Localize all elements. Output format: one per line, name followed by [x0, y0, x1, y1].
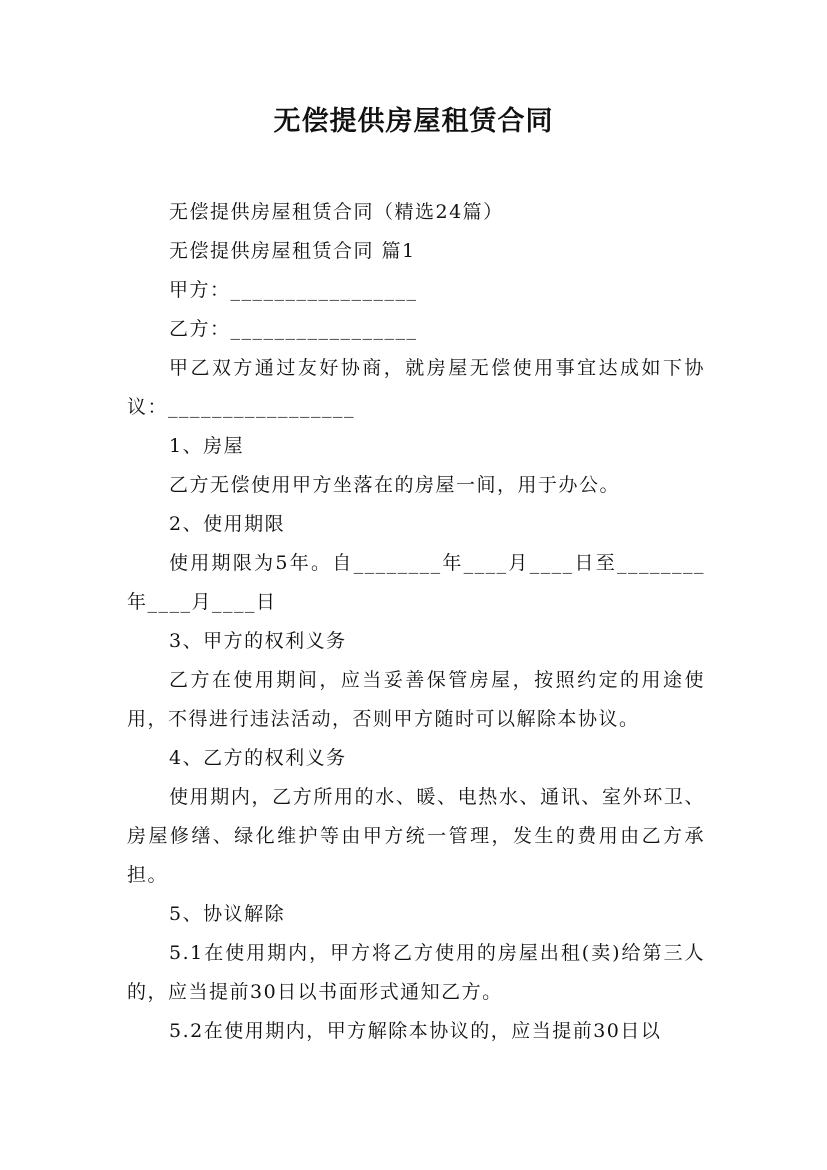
paragraph-party-a: 甲方：_________________ — [169, 279, 418, 301]
paragraph-clause-5-1: 5.1在使用期内，甲方将乙方使用的房屋出租(卖)给第三人的，应当提前30日以书面形式通知乙方。 — [127, 942, 705, 1003]
paragraph-clause-1-heading: 1、房屋 — [169, 435, 245, 457]
paragraph-clause-3-body: 乙方在使用期间，应当妥善保管房屋，按照约定的用途使用，不得进行违法活动，否则甲方随时可以解除本协议。 — [127, 669, 705, 730]
paragraph-clause-5-2: 5.2在使用期内，甲方解除本协议的，应当提前30日以 — [169, 1020, 662, 1042]
document-body — [127, 193, 705, 1051]
document-title: 无偿提供房屋租赁合同 — [273, 106, 554, 137]
paragraph-section-heading: 无偿提供房屋租赁合同 篇1 — [169, 240, 416, 262]
paragraph-clause-4-body: 使用期内，乙方所用的水、暖、电热水、通讯、室外环卫、房屋修缮、绿化维护等由甲方统一管理，发生的费用由乙方承担。 — [127, 786, 705, 886]
paragraph-clause-4-heading: 4、乙方的权利义务 — [169, 747, 347, 769]
paragraph-clause-2-heading: 2、使用期限 — [169, 513, 286, 535]
paragraph-clause-3-heading: 3、甲方的权利义务 — [169, 630, 347, 652]
paragraph-subtitle: 无偿提供房屋租赁合同（精选24篇） — [169, 201, 504, 223]
paragraph-agreement-intro: 甲乙双方通过友好协商，就房屋无偿使用事宜达成如下协议：_________________ — [127, 357, 705, 418]
paragraph-clause-5-heading: 5、协议解除 — [169, 903, 286, 925]
paragraph-clause-1-body: 乙方无偿使用甲方坐落在的房屋一间，用于办公。 — [169, 474, 621, 496]
paragraph-party-b: 乙方：_________________ — [169, 318, 418, 340]
paragraph-clause-2-body: 使用期限为5年。自________年____月____日至________年____月____日 — [127, 552, 705, 613]
